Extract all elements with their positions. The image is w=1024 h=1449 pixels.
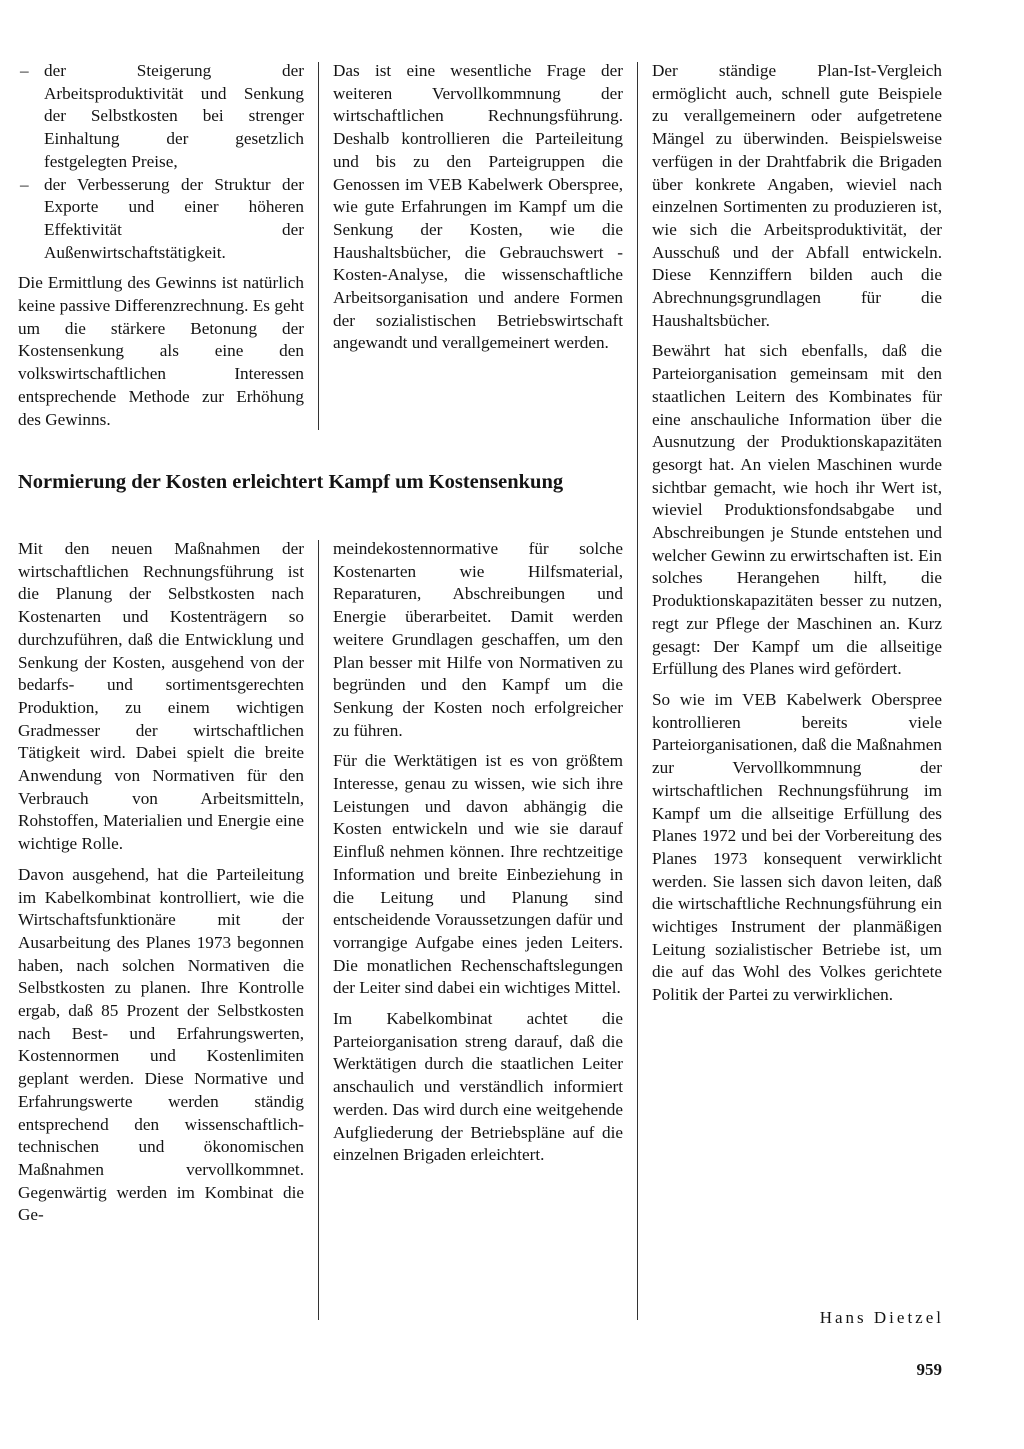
paragraph-bewaehrt: Bewährt hat sich ebenfalls, daß die Parteiorganisation gemeinsam mit den staatlichen Leitern des Kombinates für eine anschauliche Information über die Ausnutzung der Produktionskapazitäten gesorgt hat. An vielen Maschinen wurde sichtbar gemacht, wie hoch ihr Wert ist, wieviel Produktionsfondsabgabe und Abschreibungen je Stunde entstehen und welcher Gewinn zu erwirtschaften ist. Ein solches Herangehen hilft, die Produktionskapazitäten besser zu nutzen, regt zur Pflege der Maschinen an. Kurz gesagt: Der Kampf um die allseitige Erfüllung des Planes wird gefördert. [652,341,942,679]
paragraph-schluss: So wie im VEB Kabelwerk Oberspree kontrollieren bereits viele Parteiorganisationen, daß die Maßnahmen zur Vervollkommnung der wirtschaftlichen Rechnungsführung im Kampf um die allseitige Erfüllung des Planes 1972 und bei der Vorbereitung des Planes 1973 konsequent verwirklicht werden. Sie lassen sich davon leiten, daß die wirtschaftliche Rechnungsführung ein wichtiges Instrument der planmäßigen Leitung sozialistischer Betriebe ist, um die auf das Wohl des Volkes gerichtete Politik der Partei zu verwirklichen. [652,689,942,1005]
column-divider-right [637,62,638,1320]
section-heading: Normierung der Kosten erleichtert Kampf um Kostensenkung [18,471,564,493]
right-column [652,60,942,1015]
author-signature: Hans Dietzel [819,1308,944,1327]
paragraph-plan-ist-vergleich: Der ständige Plan-Ist-Vergleich ermöglicht auch, schnell gute Beispiele zu verallgemeinern oder aufgetretene Mängel zu überwinden. Beispielsweise verfügen in der Drahtfabrik die Brigaden über konkrete Angaben, wieviel nach einzelnen Sortimenten zu produzieren ist, wie sich die Arbeitsproduktivität, der Ausschuß und der Abfall entwickeln. Diese Kennziffern bilden auch die Abrechnungsgrundlagen für die Haushaltsbücher. [652,61,942,330]
paragraph-normative: meindekostennormative für solche Kostenarten wie Hilfsmaterial, Reparaturen, Abschreibungen und Energie überarbeitet. Damit werden weitere Grundlagen geschaffen, um den Plan besser mit Hilfe von Normativen zu begründen und den Kampf um die Senkung der Kosten noch erfolgreicher zu führen. [333,539,623,740]
paragraph-massnahmen: Mit den neuen Maßnahmen der wirtschaftlichen Rechnungsführung ist die Planung der Selbstkosten nach Kostenarten und Kostenträgern so durchzuführen, daß die Entwicklung und Senkung der Kosten, ausgehend von der bedarfs- und sortimentsgerechten Produktion, zu einem wichtigen Gradmesser der wirtschaftlichen Tätigkeit wird. Dabei spielt die breite Anwendung von Normativen für den Verbrauch von Arbeitsmitteln, Rohstoffen, Materialien und Energie eine wichtige Rolle. [18,539,304,854]
page-number: 959 [916,1360,942,1379]
paragraph-rechnungsfuehrung: Das ist eine wesentliche Frage der weiteren Vervollkommnung der wirtschaftlichen Rechnungsführung. Deshalb kontrollieren die Parteileitung und bis zu den Parteigruppen die Genossen im VEB Kabelwerk Oberspree, wie gute Erfahrungen im Kampf um die Senkung der Kosten, wie die Haushaltsbücher, die Gebrauchswert - Kosten-Analyse, die wissenschaftliche Arbeitsorganisation und andere Formen der sozialistischen Betriebswirtschaft angewandt und verallgemeinert werden. [333,61,623,353]
paragraph-gewinn: Die Ermittlung des Gewinns ist natürlich keine passive Differenzrechnung. Es geht um die stärkere Betonung der Kostensenkung als eine den volkswirtschaftlichen Interessen entsprechende Methode zur Erhöhung des Gewinns. [18,273,304,429]
column-divider-lower [318,540,319,1320]
column-divider-upper [318,62,319,430]
upper-column-1 [18,60,304,439]
bullet-item-exports: – der Verbesserung der Struktur der Exporte und einer höheren Effektivität der Außenwirtschaftstätigkeit. [18,174,304,265]
paragraph-parteileitung: Davon ausgehend, hat die Parteileitung im Kabelkombinat kontrolliert, wie die Wirtschaftsfunktionäre mit der Ausarbeitung des Planes 1973 begonnen haben, nach solchen Normativen die Selbstkosten zu planen. Ihre Kontrolle ergab, daß 85 Prozent der Selbstkosten nach Best- und Erfahrungswerten, Kostennormen und Kostenlimiten geplant werden. Diese Normative und Erfahrungswerte werden ständig entsprechend den wissenschaftlich-technischen und ökonomischen Maßnahmen vervollkommnet. Gegenwärtig werden im Kombinat die Ge- [18,864,304,1225]
paragraph-werktaetige: Für die Werktätigen ist es von größtem Interesse, genau zu wissen, wie sich ihre Leistungen und davon abhängig die Kosten entwickeln und wie sie darauf Einfluß nehmen können. Ihre rechtzeitige Information und breite Einbeziehung in die Leitung und Planung sind entscheidende Voraussetzungen dafür und vorrangige Aufgabe eines jeden Leiters. Die monatlichen Rechenschaftslegungen der Leiter sind dabei ein wichtiges Mittel. [333,751,623,998]
lower-column-1 [18,538,304,1235]
bullet-item-productivity: – der Steigerung der Arbeitsproduktivität und Senkung der Selbstkosten bei strenger Einhaltung der gesetzlich festgelegten Preise, [18,60,304,174]
paragraph-kabelkombinat: Im Kabelkombinat achtet die Parteiorganisation streng darauf, daß die Werktätigen durch die staatlichen Leiter anschaulich und verständlich informiert werden. Das wird durch eine weitgehende Aufgliederung der Betriebspläne auf die einzelnen Brigaden erleichtert. [333,1009,623,1165]
lower-column-2 [333,538,623,1175]
upper-column-2 [333,60,623,363]
